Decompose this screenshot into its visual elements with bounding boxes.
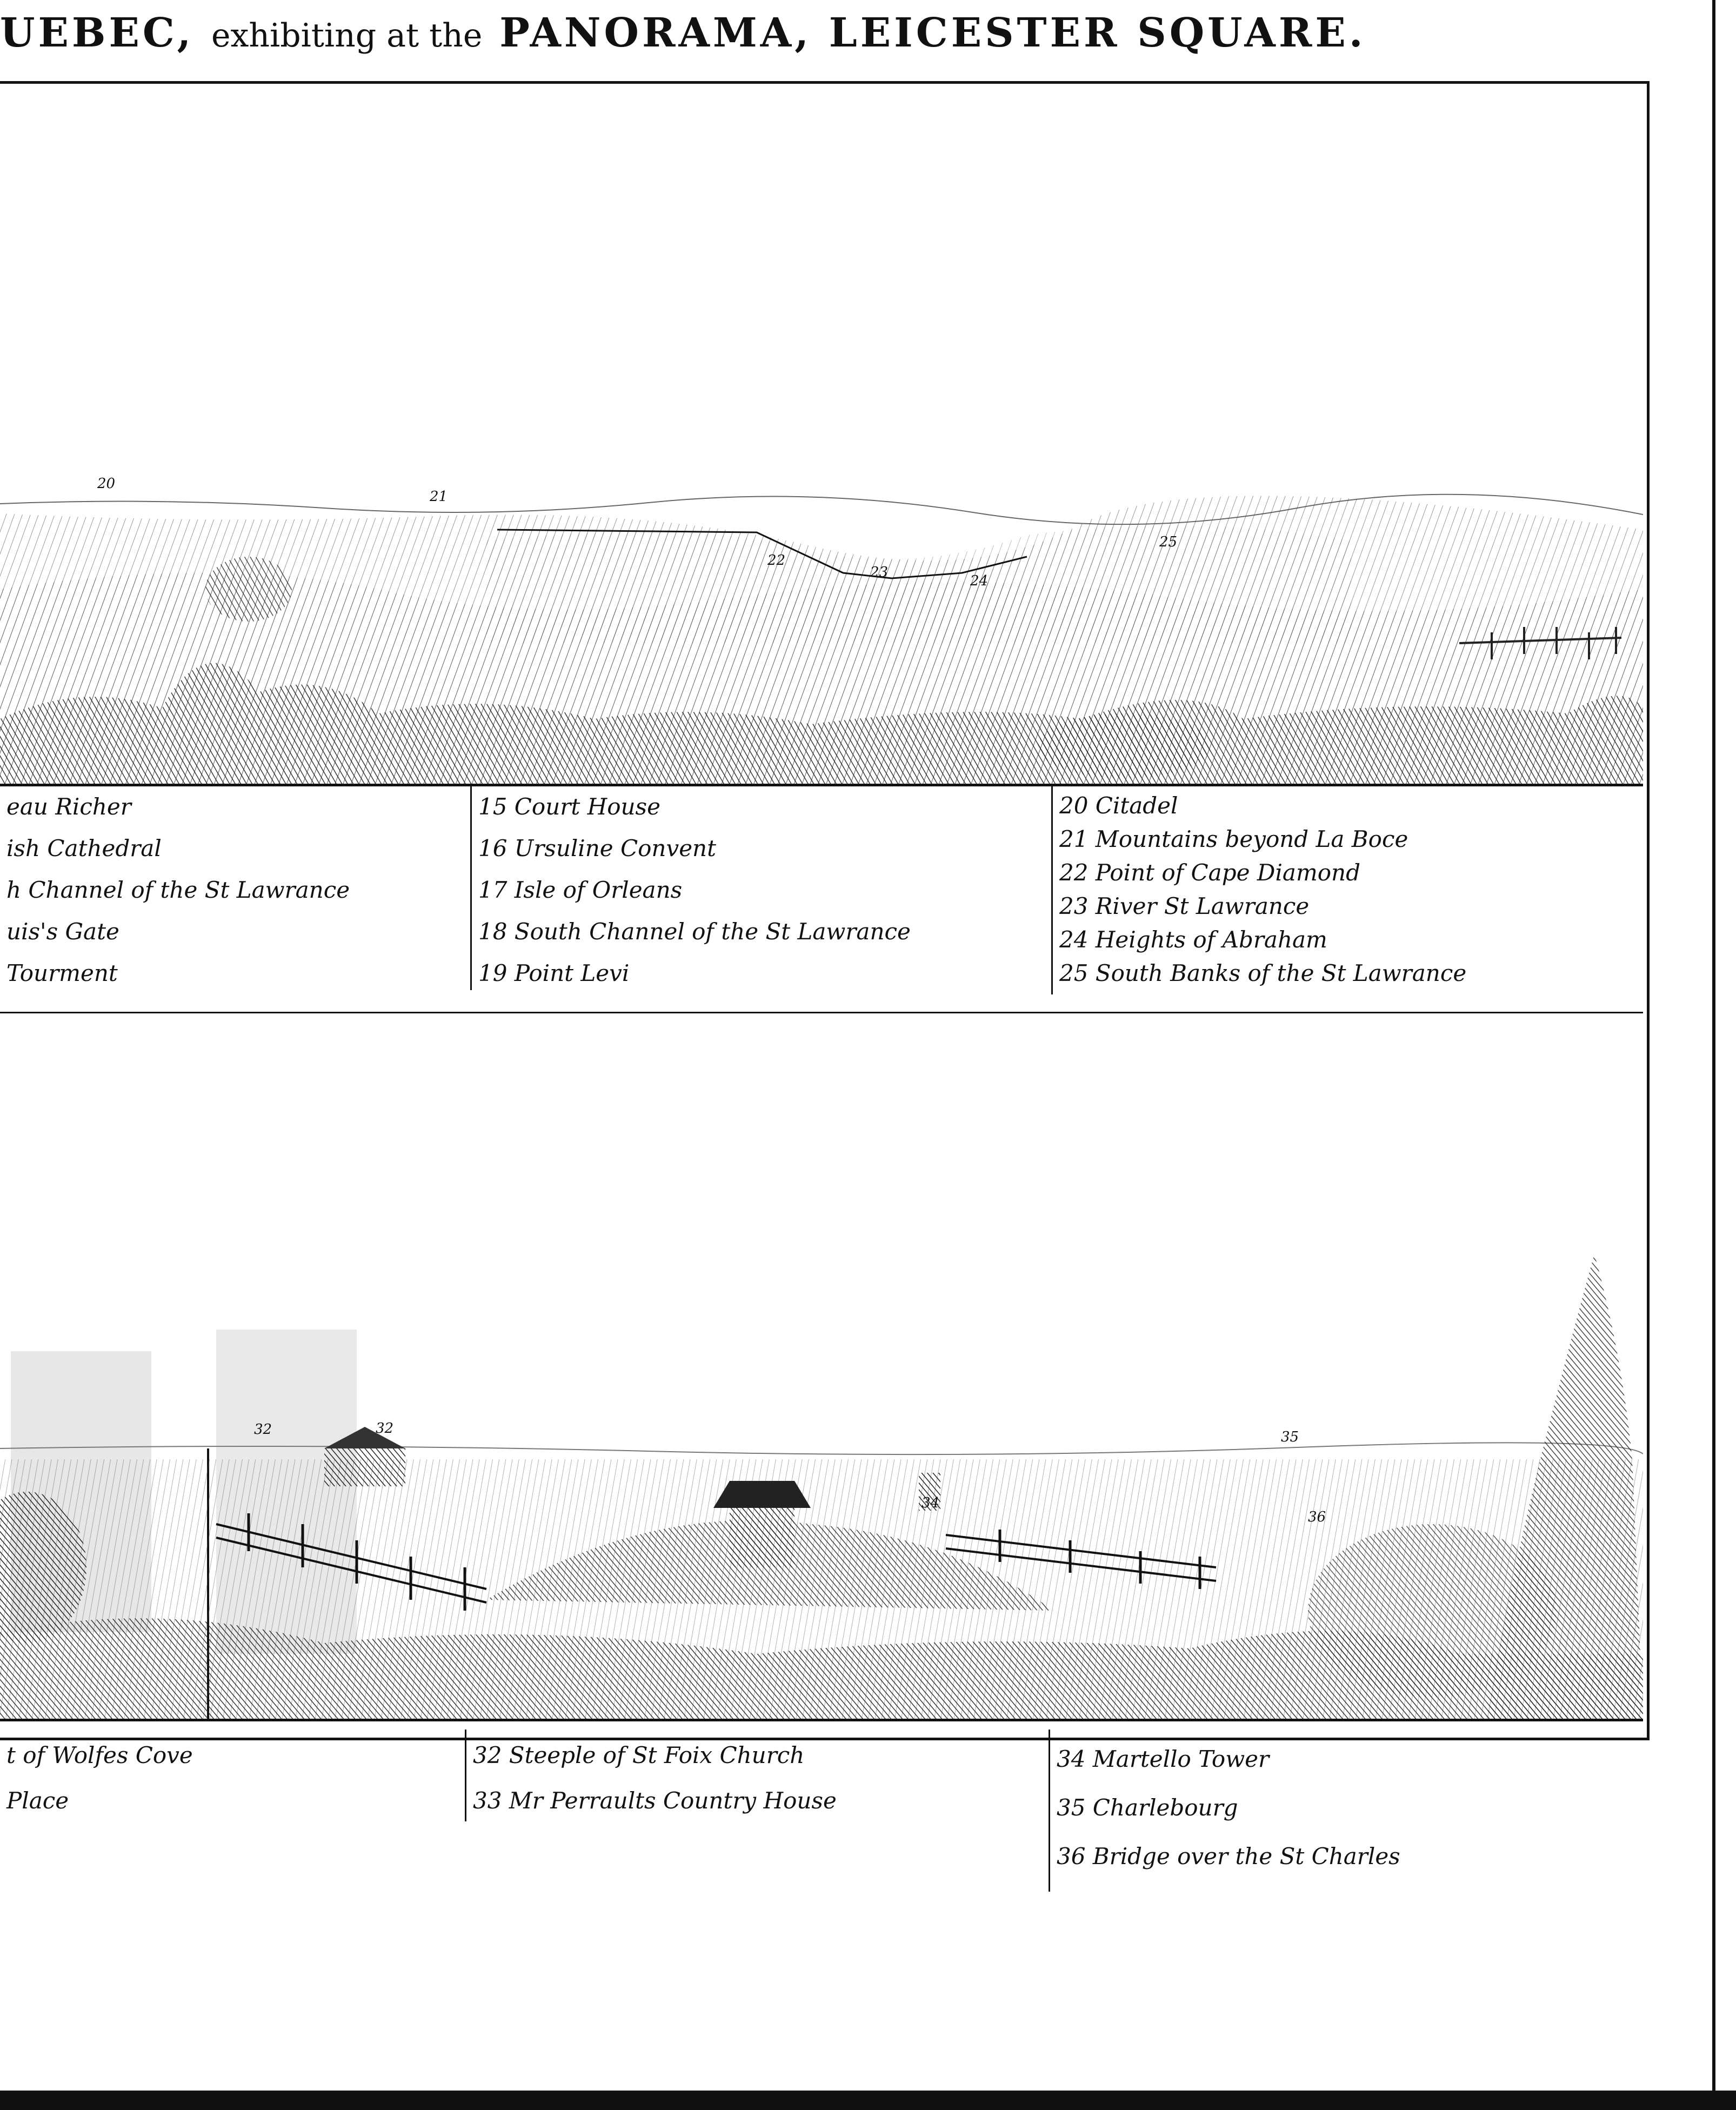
legend-item: 32 Steeple of St Foix Church <box>473 1742 805 1768</box>
title-part-1: UEBEC, <box>0 10 195 56</box>
legend-item: 33 Mr Perraults Country House <box>473 1787 837 1814</box>
legend-item: 24 Heights of Abraham <box>1059 926 1327 953</box>
bottom-landscape-drawing <box>0 1189 1643 1719</box>
bottom-legend-col-3 <box>1049 1730 1643 1892</box>
top-panorama-view <box>0 465 1643 786</box>
bottom-legend-col-2 <box>465 1730 1049 1821</box>
legend-item: 35 Charlebourg <box>1057 1794 1238 1821</box>
marker-32a: 32 <box>254 1421 272 1438</box>
top-legend-col-3 <box>1051 785 1643 994</box>
top-legend <box>0 785 1643 994</box>
marker-24: 24 <box>970 573 989 589</box>
legend-item: 20 Citadel <box>1059 792 1178 819</box>
title-part-2: exhibiting at the <box>211 17 483 55</box>
legend-item: 21 Mountains beyond La Boce <box>1059 826 1408 852</box>
legend-item: eau Richer <box>6 793 131 820</box>
top-legend-col-2 <box>470 785 1051 990</box>
marker-25: 25 <box>1159 534 1178 550</box>
page-edge-strip <box>1712 0 1736 2110</box>
legend-item: 15 Court House <box>478 793 660 820</box>
marker-35: 35 <box>1281 1429 1299 1445</box>
marker-22: 22 <box>767 552 786 569</box>
legend-item: Place <box>6 1787 69 1814</box>
top-landscape-drawing <box>0 465 1643 784</box>
top-legend-bottom-rule <box>0 1012 1643 1013</box>
bottom-panorama-view <box>0 1189 1643 1721</box>
legend-item: 23 River St Lawrance <box>1059 893 1310 919</box>
marker-21: 21 <box>430 489 448 505</box>
legend-item: ish Cathedral <box>6 835 162 862</box>
legend-item: 22 Point of Cape Diamond <box>1059 859 1360 886</box>
marker-23: 23 <box>870 564 889 580</box>
top-legend-col-1 <box>0 785 470 994</box>
legend-item: 34 Martello Tower <box>1057 1746 1270 1772</box>
engraving-title <box>0 10 1366 56</box>
legend-item: 19 Point Levi <box>478 960 630 986</box>
legend-item: 25 South Banks of the St Lawrance <box>1059 960 1467 986</box>
bottom-legend <box>0 1730 1643 1892</box>
marker-36: 36 <box>1308 1509 1326 1525</box>
marker-32b: 32 <box>376 1420 394 1437</box>
bottom-legend-col-1 <box>0 1730 465 1814</box>
title-part-3: PANORAMA, LEICESTER SQUARE. <box>499 10 1366 56</box>
legend-item: uis's Gate <box>6 918 119 945</box>
page-bottom-band <box>0 2091 1736 2110</box>
legend-item: 17 Isle of Orleans <box>478 877 683 903</box>
legend-item: 18 South Channel of the St Lawrance <box>478 918 911 945</box>
legend-item: h Channel of the St Lawrance <box>6 877 350 903</box>
legend-item: 16 Ursuline Convent <box>478 835 716 862</box>
legend-item: 36 Bridge over the St Charles <box>1057 1843 1400 1869</box>
marker-34: 34 <box>922 1495 940 1511</box>
marker-20: 20 <box>97 476 116 492</box>
legend-item: Tourment <box>6 960 118 986</box>
legend-item: t of Wolfes Cove <box>6 1742 193 1768</box>
